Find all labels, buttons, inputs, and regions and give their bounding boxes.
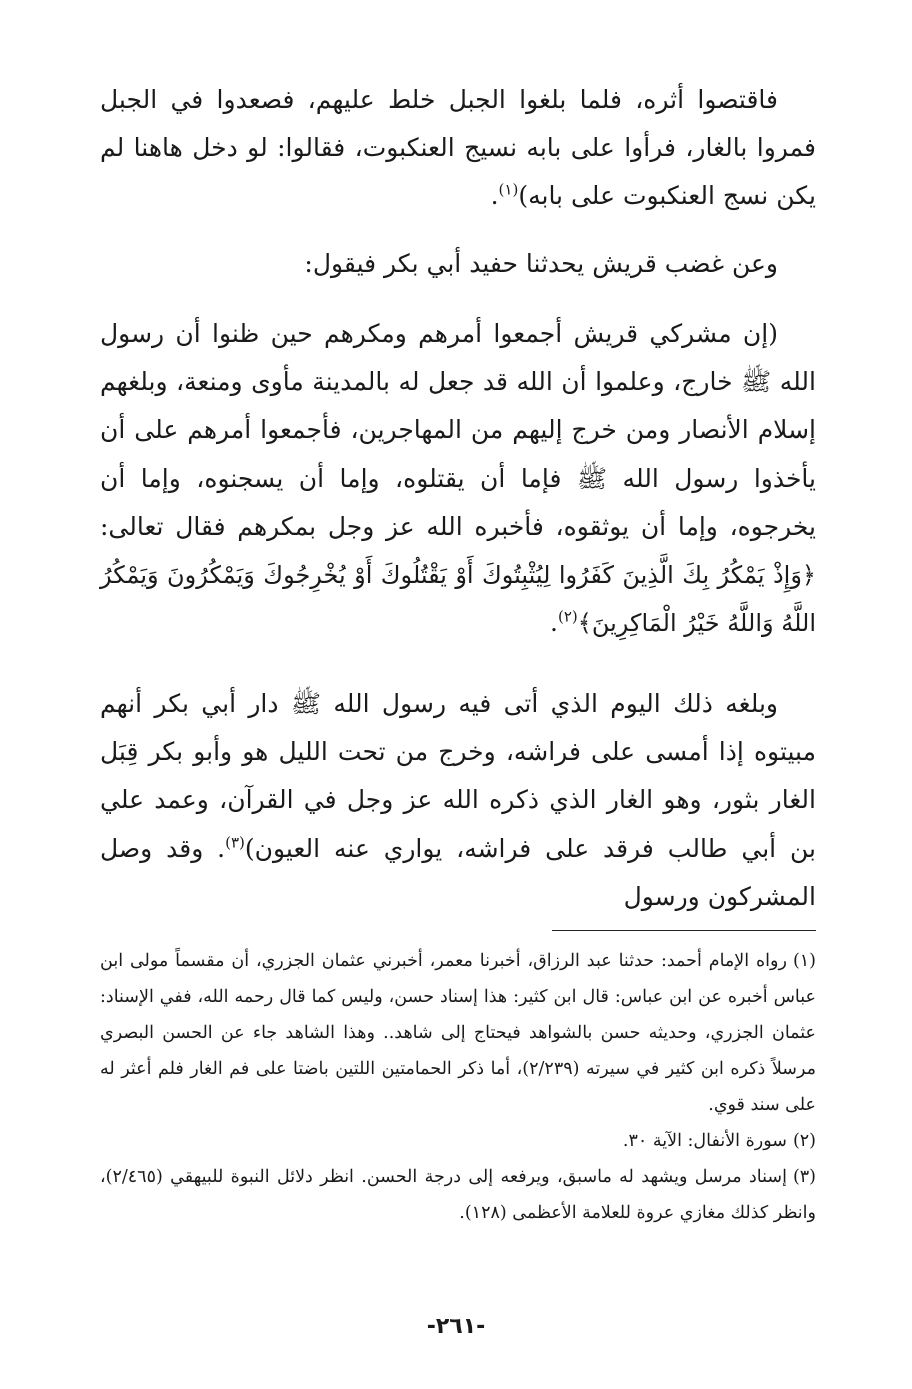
footnote-1-text: رواه الإمام أحمد: حدثنا عبد الرزاق، أخبرنا معمر، أخبرني عثمان الجزري، أن مقسماً مولى ابن عباس أخبره عن ابن عباس: قال ابن كثير: هذا إسناد حسن، وليس كما قال رحمه الله، ففي الإسناد: عثمان الجزري، وحديثه حسن بالشواهد فيحتاج إلى شاهد.. وهذا الشاهد جاء عن الحسن البصري مرسلاً ذكره ابن كثير في سيرته (٢/٢٣٩)، أما ذكر الحمامتين اللتين باضتا على فم الغار فلم أعثر له على سند قوي. bbox=[100, 951, 816, 1115]
footnote-2-text: سورة الأنفال: الآية ٣٠. bbox=[622, 1131, 787, 1151]
paragraph-4-end: . وقد وصل المشركون ورسول bbox=[100, 833, 816, 911]
paragraph-4 bbox=[100, 680, 816, 921]
footnote-divider bbox=[552, 930, 816, 931]
page-number: -٢٦١- bbox=[426, 1314, 486, 1339]
footnote-3-text: إسناد مرسل ويشهد له ماسبق، ويرفعه إلى درجة الحسن. انظر دلائل النبوة للبيهقي (٢/٤٦٥)، وانظر كذلك مغازي عروة للعلامة الأعظمى (١٢٨). bbox=[100, 1167, 816, 1223]
paragraph-4-text: وبلغه ذلك اليوم الذي أتى فيه رسول الله ﷺ دار أبي بكر أنهم مبيتوه إذا أمسى على فراشه، وخرج من تحت الليل هو وأبو بكر قِبَل الغار بثور، وهو الغار الذي ذكره الله عز وجل في القرآن، وعمد علي بن أبي طالب فرقد على فراشه، يواري عنه العيون) bbox=[100, 689, 816, 863]
paragraph-1-end: . bbox=[490, 181, 499, 211]
paragraph-3-text: (إن مشركي قريش أجمعوا أمرهم ومكرهم حين ظنوا أن رسول الله ﷺ خارج، وعلموا أن الله قد جعل له بالمدينة مأوى ومنعة، وبلغهم إسلام الأنصار ومن خرج إليهم من المهاجرين، فأجمعوا أمرهم على أن يأخذوا رسول الله ﷺ فإما أن يقتلوه، وإما أن يسجنوه، وإما أن يخرجوه، وإما أن يوثقوه، فأخبره الله عز وجل بمكرهم فقال تعالى: bbox=[100, 319, 816, 541]
footnote-3 bbox=[100, 1159, 816, 1231]
paragraph-1 bbox=[100, 76, 816, 221]
quran-verse: ﴿وَإِذْ يَمْكُرُ بِكَ الَّذِينَ كَفَرُوا لِيُثْبِتُوكَ أَوْ يَقْتُلُوكَ أَوْ يُخْرِجُوكَ وَيَمْكُرُونَ وَيَمْكُرُ اللَّهُ وَاللَّهُ خَيْرُ الْمَاكِرِينَ﴾ bbox=[100, 561, 816, 638]
footnote-ref-1: (١) bbox=[498, 181, 519, 200]
footnotes-section bbox=[100, 943, 816, 1231]
paragraph-3 bbox=[100, 310, 816, 647]
footnote-2-number: (٢) bbox=[792, 1131, 816, 1151]
footnote-1 bbox=[100, 943, 816, 1123]
paragraph-2-text: وعن غضب قريش يحدثنا حفيد أبي بكر فيقول: bbox=[304, 249, 778, 278]
footnote-1-number: (١) bbox=[792, 951, 816, 971]
footnote-2 bbox=[100, 1123, 816, 1159]
paragraph-2 bbox=[100, 240, 816, 288]
footnote-3-number: (٣) bbox=[792, 1167, 816, 1187]
paragraph-3-end: . bbox=[550, 608, 558, 638]
paragraph-1-text: فاقتصوا أثره، فلما بلغوا الجبل خلط عليهم، فصعدوا في الجبل فمروا بالغار، فرأوا على بابه نسيج العنكبوت، فقالوا: لو دخل هاهنا لم يكن نسج العنكبوت على بابه) bbox=[100, 85, 816, 211]
footnote-ref-2: (٢) bbox=[557, 607, 578, 626]
footnote-ref-3: (٣) bbox=[225, 833, 245, 852]
